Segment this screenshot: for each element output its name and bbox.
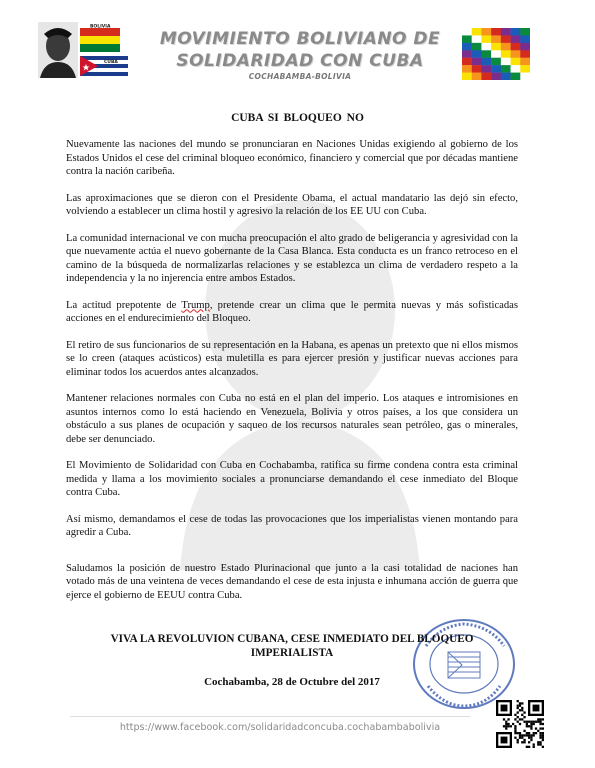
paragraph: Así mismo, demandamos el cese de todas las provocaciones que los imperialistas vienen montando para agredir a Cuba.: [66, 513, 518, 538]
che-flags-logo: [38, 22, 130, 78]
paragraph: Nuevamente las naciones del mundo se pronunciaran en Naciones Unidas exigiendo al gobierno de los Estados Unidos el cese del criminal bloqueo económico, financiero y comercial que por décadas mantiene contra la nación caribeña.: [66, 139, 518, 177]
title-line-2: SOLIDARIDAD CON CUBA: [176, 51, 424, 71]
logo-text-cuba: CUBA: [104, 60, 118, 65]
closing-slogan: [66, 632, 518, 660]
logo-text-bolivia: BOLIVIA: [90, 24, 111, 30]
paragraph: El Movimiento de Solidaridad con Cuba en Cochabamba, ratifica su firme condena contra esta criminal medida y llama a los movimiento sociales a pronunciarse demandando el cese inmediato del Bloque contra Cuba.: [66, 460, 518, 498]
paragraph: El retiro de sus funcionarios de su representación en la Habana, es apenas un pretexto que ni ellos mismos se lo creen (ataques acústicos) esta muletilla es para ejercer presión y justificar nuevas acciones para eliminar todos los acuerdos antes alcanzados.: [66, 339, 518, 378]
organization-title: [150, 28, 450, 82]
paragraph: Las aproximaciones que se dieron con el Presidente Obama, el actual mandatario las dejó sin efecto, volviendo a establecer un clima hostil y agresivo la relación de los EE UU con Cuba.: [66, 192, 518, 217]
paragraph: La comunidad internacional ve con mucha preocupación el alto grado de beligerancia y agresividad con la que nuevamente actúa el nuevo gobernante de la Casa Blanca. Esta conducta es un franco retroceso en el camino de la búsqueda de normalizarlas relaciones y se establezca un clima de verdadero respeto a la independencia y la no injerencia entre ambos Estados.: [66, 232, 518, 284]
facebook-link[interactable]: https://www.facebook.com/solidaridadconcuba.cochabambabolivia: [119, 722, 441, 733]
footer-divider: [70, 716, 470, 717]
wiphala-flag-icon: [462, 28, 530, 80]
organization-seal-stamp: [410, 616, 518, 712]
qr-code-icon: [496, 700, 544, 748]
paragraph: Mantener relaciones normales con Cuba no está en el plan del imperio. Los ataques e intromisiones en asuntos internos como lo está haciendo en Venezuela, Bolivia y otros países, a los que considera un obstáculo a sus planes de ocupación y saqueo de los recursos naturales sean petróleo, gas o minerales, debe ser denunciado.: [66, 393, 518, 445]
spellcheck-word: Trump: [181, 299, 210, 311]
document-heading: CUBA SI BLOQUEO NO: [231, 112, 364, 124]
closing-line-2: IMPERIALISTA: [250, 647, 334, 659]
title-line-1: MOVIMIENTO BOLIVIANO DE: [159, 29, 441, 49]
paragraph: Saludamos la posición de nuestro Estado Plurinacional que junto a la casi totalidad de naciones han votado más de una veintena de veces demandando el cese de esta injusta e inhumana acción de guerra que ejerce el gobierno de EEUU contra Cuba.: [66, 562, 518, 601]
document-body: [66, 138, 518, 615]
title-subtitle: COCHABAMBA-BOLIVIA: [248, 72, 352, 81]
closing-line-1: VIVA LA REVOLUVION CUBANA, CESE INMEDIATO DEL BLOQUEO: [110, 633, 474, 645]
document-date: Cochabamba, 28 de Octubre del 2017: [204, 676, 380, 688]
paragraph: La actitud prepotente de Trump, pretende crear un clima que le permita nuevas y más sofisticadas acciones en el endurecimiento del Bloqueo.: [66, 299, 518, 324]
